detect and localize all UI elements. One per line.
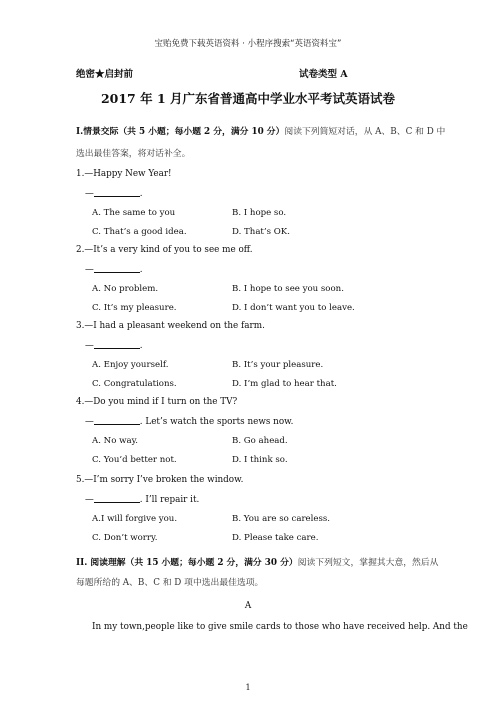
reply-suffix: . I’ll repair it. <box>139 495 200 505</box>
answer-blank[interactable] <box>94 187 140 197</box>
option-d: D. That’s OK. <box>232 227 290 237</box>
question-reply <box>85 339 143 352</box>
question-prompt: 2.—It’s a very kind of you to see me off. <box>76 245 253 255</box>
question-prompt: 1.—Happy New Year! <box>76 169 172 179</box>
part1-heading-rest: 阅读下列简短对话，从 A、B、C 和 D 中 <box>284 127 446 137</box>
option-d: D. I think so. <box>232 455 288 465</box>
part1-heading-line2: 选出最佳答案，将对话补全。 <box>76 149 191 159</box>
option-c: C. It’s my pleasure. <box>92 303 177 313</box>
reply-dash: — <box>85 189 94 199</box>
reply-dash: — <box>85 495 94 505</box>
part1-heading <box>76 126 445 138</box>
question-prompt: 3.—I had a pleasant weekend on the farm. <box>76 321 265 331</box>
question-reply <box>85 263 143 276</box>
part2-heading-bold: II. 阅读理解（共 15 小题；每小题 2 分，满分 30 分） <box>76 558 298 568</box>
reply-dash: — <box>85 341 94 351</box>
part2-heading-rest: 阅读下列短文，掌握其大意，然后从 <box>297 558 439 568</box>
question-reply <box>85 415 293 428</box>
reply-dash: — <box>85 417 94 427</box>
question-reply <box>85 493 199 506</box>
option-c: C. That’s a good idea. <box>92 227 187 237</box>
option-c: C. You’d better not. <box>92 455 177 465</box>
answer-blank[interactable] <box>94 493 140 503</box>
question-reply <box>85 187 143 200</box>
answer-blank[interactable] <box>94 415 140 425</box>
page-number: 1 <box>245 683 251 692</box>
option-a: A. No problem. <box>92 284 159 294</box>
option-a: A. Enjoy yourself. <box>92 360 169 370</box>
answer-blank[interactable] <box>94 263 140 273</box>
option-c: C. Don’t worry. <box>92 533 158 543</box>
option-b: B. I hope to see you soon. <box>232 284 344 294</box>
confidential-label: 绝密★启封前 <box>76 69 134 80</box>
question-prompt: 5.—I’m sorry I’ve broken the window. <box>76 475 244 485</box>
option-a: A.I will forgive you. <box>92 514 178 524</box>
option-b: B. It’s your pleasure. <box>232 360 324 370</box>
option-d: D. I’m glad to hear that. <box>232 379 337 389</box>
option-b: B. You are so careless. <box>232 514 331 524</box>
paper-type-label: 试卷类型 A <box>299 69 348 80</box>
option-b: B. Go ahead. <box>232 436 288 446</box>
part2-heading <box>76 557 438 569</box>
part1-heading-bold: I.情景交际（共 5 小题；每小题 2 分，满分 10 分） <box>76 127 285 137</box>
question-prompt: 4.—Do you mind if I turn on the TV? <box>76 397 238 407</box>
option-b: B. I hope so. <box>232 208 287 218</box>
option-a: A. No way. <box>92 436 139 446</box>
option-d: D. I don’t want you to leave. <box>232 303 355 313</box>
reply-suffix: . Let’s watch the sports news now. <box>139 417 294 427</box>
part2-heading-line2: 每题所给的 A、B、C 和 D 项中选出最佳选项。 <box>76 578 264 588</box>
reply-suffix: . <box>139 265 143 275</box>
passage-first-line: In my town,people like to give smile cards to those who have received help. And the <box>92 622 468 632</box>
option-c: C. Congratulations. <box>92 379 177 389</box>
option-a: A. The same to you <box>92 208 176 218</box>
exam-title: 2017 年 1 月广东省普通高中学业水平考试英语试卷 <box>100 91 396 106</box>
answer-blank[interactable] <box>94 339 140 349</box>
download-banner: 宝贻免费下载英语资料 · 小程序搜索“英语资料宝” <box>154 39 342 49</box>
option-d: D. Please take care. <box>232 533 319 543</box>
passage-label: A <box>244 601 252 611</box>
reply-suffix: . <box>139 341 143 351</box>
reply-suffix: . <box>139 189 143 199</box>
reply-dash: — <box>85 265 94 275</box>
